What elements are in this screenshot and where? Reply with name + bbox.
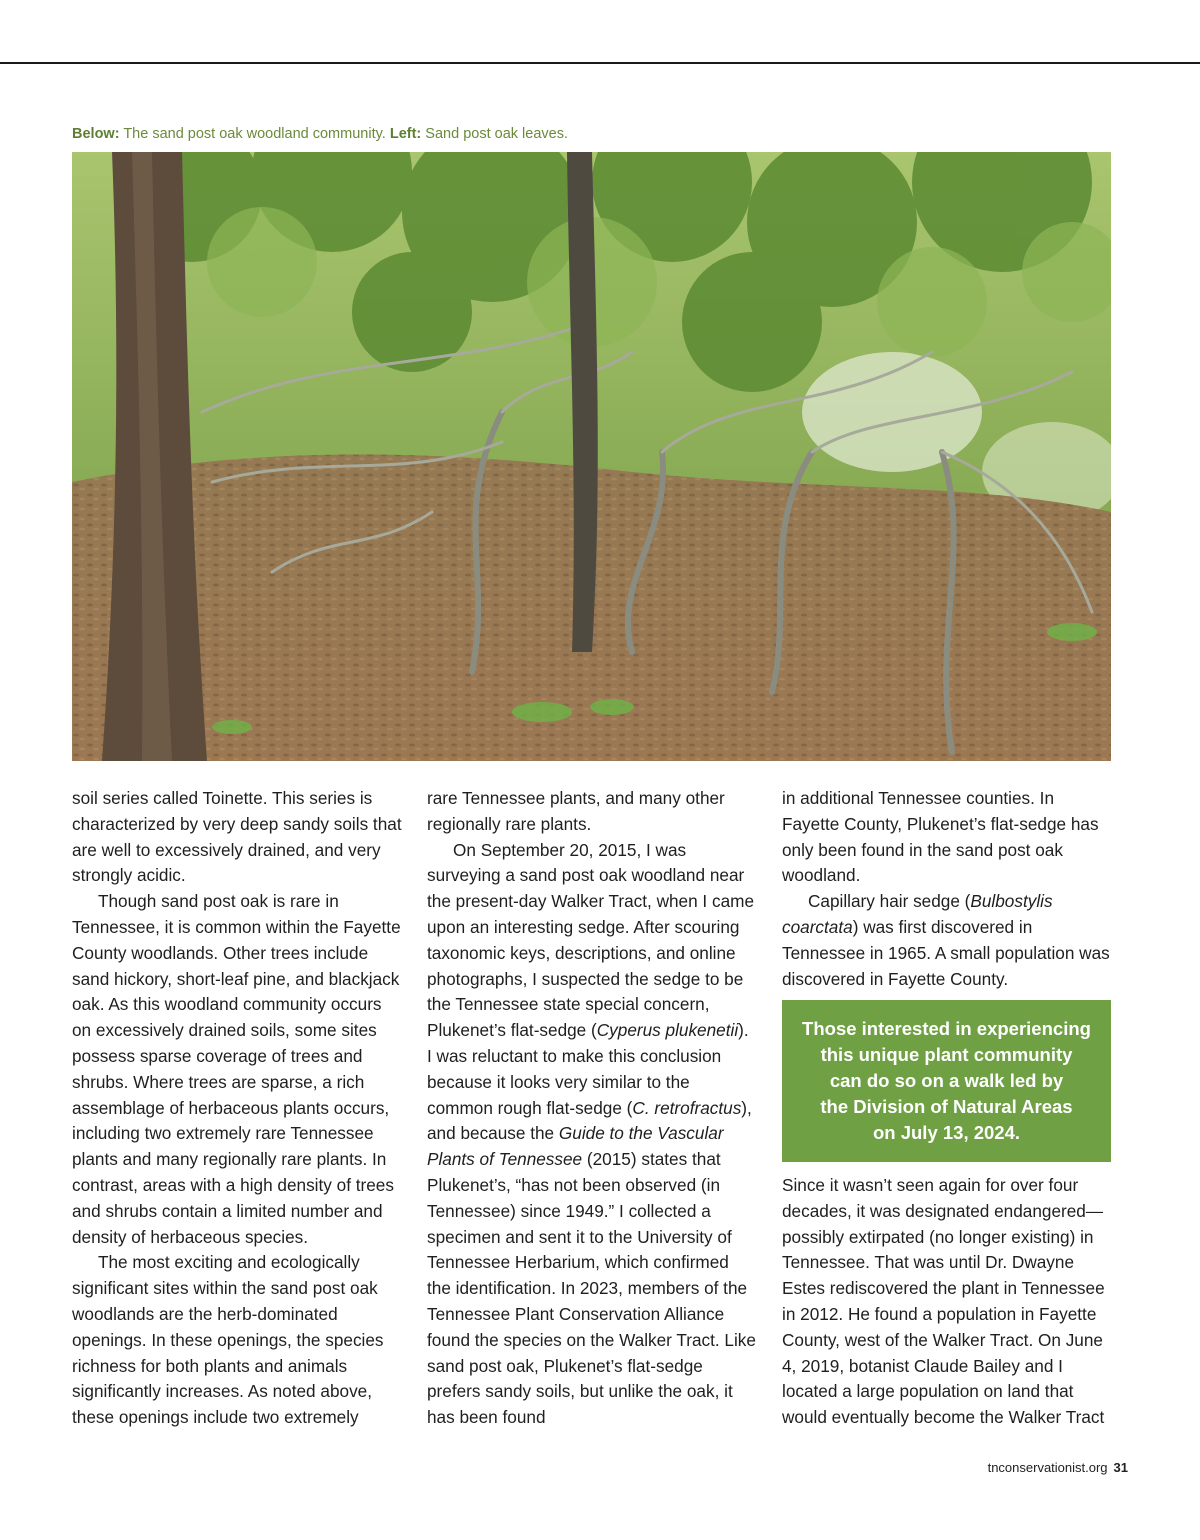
photo-caption (72, 125, 1112, 143)
col2-p2-species-1: Cyperus plukenetii (596, 1020, 739, 1041)
col2-p2-part-a: On September 20, 2015, I was surveying a sand post oak woodland near the present-day Walker Tract, when I came upon an interesting sedge. After scouring taxonomic keys, descriptions, and online photographs, I suspected the sedge to be the Tennessee state special concern, Plukenet’s flat-sedge ( (427, 839, 755, 1041)
col2-p2-part-d: (2015) states that Plukenet’s, “has not been observed (in Tennessee) since 1949.” I collected a specimen and sent it to the University of Tennessee Herbarium, which confirmed the identification. In 2023, members of the Tennessee Plant Conservation Alliance found the species on the Walker Tract. Like sand post oak, Plukenet’s flat-sedge prefers sandy soils, but unlike the oak, it has been found (427, 1149, 756, 1428)
col3-p2-part-b: ) was first discovered in Tennessee in 1965. A small population was discovered in Fayette County. (782, 916, 1110, 989)
text-column-3 (782, 786, 1112, 992)
callout-line-5: on July 13, 2024. (872, 1122, 1021, 1143)
caption-below-label: Below: (72, 126, 120, 142)
col1-paragraph-1: soil series called Toinette. This series is characterized by very deep sandy soils that are well to excessively drained, and very strongly acidic. (72, 788, 402, 886)
callout-line-4: the Division of Natural Areas (820, 1096, 1073, 1117)
woodland-photo (72, 152, 1111, 761)
col2-p2-book-title: Guide to the Vascular Plants of Tennessee (427, 1123, 724, 1170)
col2-p2-part-c: ), and because the (427, 1097, 752, 1144)
col3-paragraph-1: in additional Tennessee counties. In Fayette County, Plukenet’s flat-sedge has only been found in the sand post oak woodland. (782, 788, 1099, 886)
col1-paragraph-3: The most exciting and ecologically significant sites within the sand post oak woodlands are the herb-dominated openings. In these openings, the species richness for both plants and animals significantly increases. As noted above, these openings include two extremely (72, 1252, 384, 1428)
page-footer (988, 1460, 1128, 1475)
col3-p2-part-a: Capillary hair sedge ( (808, 891, 971, 912)
col2-p2-species-2: C. retrofractus (632, 1097, 742, 1118)
caption-left-label: Left: (389, 126, 422, 142)
top-rule (0, 62, 1200, 64)
callout-line-3: can do so on a walk led by (829, 1070, 1064, 1091)
col3-paragraph-3: Since it wasn’t seen again for over four decades, it was designated endangered—possibly extirpated (no longer existing) in Tennessee. That was until Dr. Dwayne Estes rediscovered the plant in Tennessee in 2012. He found a population in Fayette County, west of the Walker Tract. On June 4, 2019, botanist Claude Bailey and I located a large population on land that would eventually become the Walker Tract (782, 1175, 1105, 1428)
callout-line-1: Those interested in experiencing (802, 1018, 1091, 1039)
callout-line-2: this unique plant community (820, 1044, 1073, 1065)
col1-paragraph-2: Though sand post oak is rare in Tennessee, it is common within the Fayette County woodlands. Other trees include sand hickory, short-leaf pine, and blackjack oak. As this woodland community occurs on excessively drained soils, some sites possess sparse coverage of trees and shrubs. Where trees are sparse, a rich assemblage of herbaceous plants occurs, including two extremely rare Tennessee plants and many regionally rare plants. In contrast, areas with a high density of trees and shrubs contain a limited number and density of herbaceous species. (72, 891, 401, 1247)
text-column-2 (427, 786, 757, 1431)
col2-paragraph-1: rare Tennessee plants, and many other regionally rare plants. (427, 788, 725, 834)
col2-p2-part-b: ). I was reluctant to make this conclusion because it looks very similar to the common rough flat-sedge ( (427, 1020, 749, 1118)
col3-p2-species: Bulbostylis coarctata (782, 891, 1053, 937)
caption-below-text: The sand post oak woodland community. (123, 126, 386, 142)
caption-left-text: Sand post oak leaves. (425, 126, 568, 142)
text-column-1 (72, 786, 402, 1431)
col3-paragraph-2 (782, 889, 1112, 992)
footer-site: tnconservationist.org (987, 1460, 1108, 1475)
page-number: 31 (1113, 1460, 1128, 1475)
event-callout-box (782, 1000, 1111, 1162)
col2-paragraph-2 (427, 838, 757, 1431)
text-column-3-continued (782, 1173, 1112, 1431)
